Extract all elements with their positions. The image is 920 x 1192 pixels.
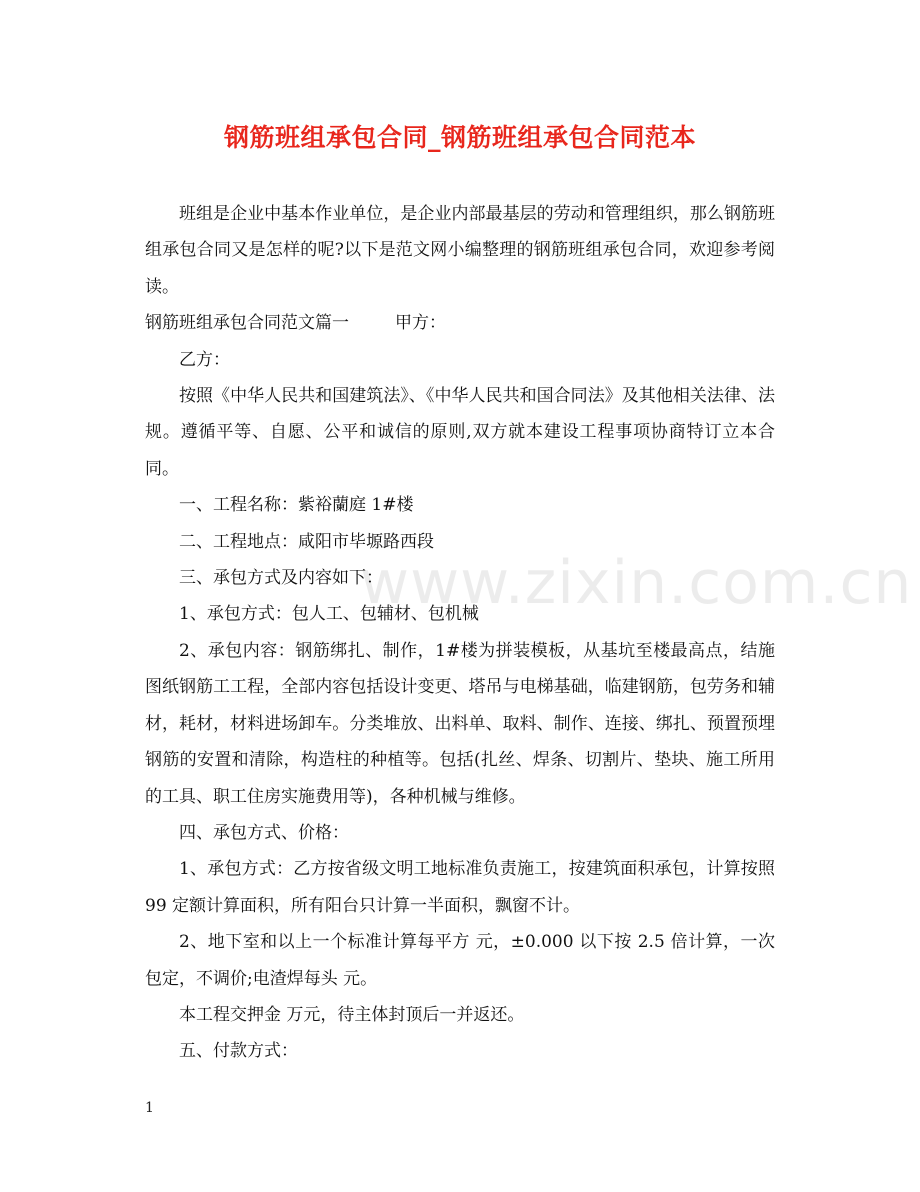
clause-contract-method: 1、承包方式：包人工、包辅材、包机械 [179, 604, 479, 625]
page-number: 1 [145, 1100, 154, 1116]
clause-price-heading: 四、承包方式、价格： [179, 822, 349, 843]
clause-price-standard: 2、地下室和以上一个标准计算每平方 元，±0.000 以下按 2.5 倍计算，一次包定，不调价;电渣焊每头 元。 [145, 932, 775, 989]
document-body [145, 196, 775, 1070]
intro-paragraph: 班组是企业中基本作业单位，是企业内部最基层的劳动和管理组织，那么钢筋班组承包合同又是怎样的呢?以下是范文网小编整理的钢筋班组承包合同，欢迎参考阅读。 [145, 204, 775, 297]
watermark: www.zixin.com.cn [360, 548, 913, 618]
document-title: 钢筋班组承包合同_钢筋班组承包合同范本 [223, 123, 696, 152]
clause-project-name: 一、工程名称：紫裕蘭庭 1#楼 [179, 495, 414, 516]
party-a-label: 甲方： [395, 313, 446, 334]
clause-deposit: 本工程交押金 万元，待主体封顶后一并返还。 [179, 1004, 525, 1025]
section-heading: 钢筋班组承包合同范文篇一 [145, 313, 349, 334]
clause-contract-content: 2、承包内容：钢筋绑扎、制作，1#楼为拼装模板，从基坑至楼最高点，结施图纸钢筋工工程，全部内容包括设计变更、塔吊与电梯基础，临建钢筋，包劳务和辅材，耗材，材料进场卸车。分类堆放、出料单、取料、制作、连接、绑扎、预置预埋钢筋的安置和清除，构造柱的种植等。包括(扎丝、焊条、切割片、垫块、施工所用的工具、职工住房实施费用等)，各种机械与维修。 [145, 640, 775, 807]
clause-payment-heading: 五、付款方式： [179, 1041, 298, 1062]
preamble-paragraph: 按照《中华人民共和国建筑法》、《中华人民共和国合同法》及其他相关法律、法规。遵循平等、自愿、公平和诚信的原则,双方就本建设工程事项协商特订立本合同。 [145, 386, 775, 479]
section-heading-line [145, 305, 775, 341]
clause-project-location: 二、工程地点：咸阳市毕塬路西段 [179, 531, 434, 552]
clause-price-method: 1、承包方式：乙方按省级文明工地标准负责施工，按建筑面积承包，计算按照 99 定额计算面积，所有阳台只计算一半面积，飘窗不计。 [145, 859, 775, 916]
clause-contract-scope: 三、承包方式及内容如下： [179, 568, 383, 589]
party-b-label: 乙方： [179, 349, 230, 370]
